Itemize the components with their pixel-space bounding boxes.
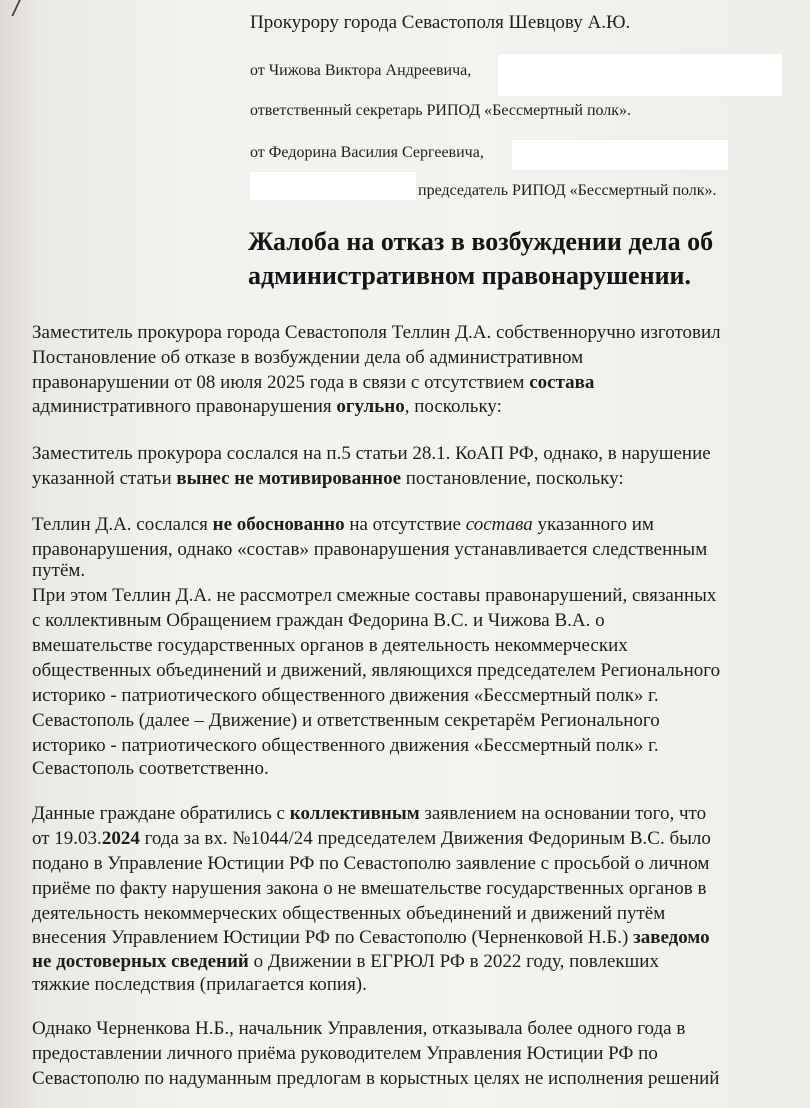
p1-line1: Заместитель прокурора города Севастополя Теллин Д.А. собственноручно изготовил bbox=[32, 322, 721, 343]
sender2-name: от Федорина Василия Сергеевича, bbox=[250, 144, 484, 161]
p3-line2: правонарушения, однако «состав» правонарушения устанавливается следственным bbox=[32, 539, 708, 560]
p5-line7: не достоверных сведений о Движении в ЕГРЮЛ РФ в 2022 году, повлекших bbox=[32, 951, 659, 972]
redaction-box bbox=[250, 172, 416, 200]
p1-line4: административного правонарушения огульно, поскольку: bbox=[32, 396, 502, 417]
redaction-box bbox=[512, 140, 728, 170]
pen-mark bbox=[0, 0, 23, 16]
p6-line1: Однако Черненкова Н.Б., начальник Управления, отказывала более одного года в bbox=[32, 1018, 686, 1039]
p4-line4: общественных объединений и движений, являющихся председателем Регионального bbox=[32, 660, 721, 681]
p4-line7: историко - патриотического общественного движения «Бессмертный полк» г. bbox=[32, 735, 659, 756]
sender2-role: председатель РИПОД «Бессмертный полк». bbox=[418, 182, 717, 199]
p5-line4: приёме по факту нарушения закона о не вмешательстве государственных органов в bbox=[32, 878, 707, 899]
p4-line3: вмешательстве государственных органов в деятельность некоммерческих bbox=[32, 635, 628, 656]
p5-line8: тяжкие последствия (прилагается копия). bbox=[32, 974, 367, 995]
p5-line5: деятельность некоммерческих общественных объединений и движений путём bbox=[32, 903, 666, 924]
p5-line6: внесения Управлением Юстиции РФ по Севастополю (Черненковой Н.Б.) заведомо bbox=[32, 927, 710, 948]
p4-line1: При этом Теллин Д.А. не рассмотрел смежные составы правонарушений, связанных bbox=[32, 585, 717, 606]
sender1-name: от Чижова Виктора Андреевича, bbox=[250, 62, 472, 79]
p4-line8: Севастополь соответственно. bbox=[32, 758, 269, 779]
sender1-role: ответственный секретарь РИПОД «Бессмертный полк». bbox=[250, 102, 632, 119]
p5-line2: от 19.03.2024 года за вх. №1044/24 председателем Движения Федориным В.С. было bbox=[32, 828, 711, 849]
p6-line2: предоставлении личного приёма руководителем Управления Юстиции РФ по bbox=[32, 1043, 658, 1064]
addressee-line: Прокурору города Севастополя Шевцову А.Ю. bbox=[250, 12, 631, 33]
document-title-line1: Жалоба на отказ в возбуждении дела об bbox=[248, 227, 714, 256]
p4-line6: Севастополь (далее – Движение) и ответственным секретарём Регионального bbox=[32, 710, 660, 731]
p2-line2: указанной статьи вынес не мотивированное постановление, поскольку: bbox=[32, 468, 624, 489]
p2-line1: Заместитель прокурора сослался на п.5 статьи 28.1. КоАП РФ, однако, в нарушение bbox=[32, 443, 711, 464]
redaction-box bbox=[498, 54, 782, 96]
p6-line3: Севастополю по надуманным предлогам в корыстных целях не исполнения решений bbox=[32, 1068, 720, 1089]
p1-line2: Постановление об отказе в возбуждении дела об административном bbox=[32, 347, 584, 368]
p4-line5: историко - патриотического общественного движения «Бессмертный полк» г. bbox=[32, 685, 659, 706]
p5-line1: Данные граждане обратились с коллективным заявлением на основании того, что bbox=[32, 803, 707, 824]
document-title-line2: административном правонарушении. bbox=[248, 261, 692, 290]
p3-line1: Теллин Д.А. сослался не обоснованно на отсутствие состава указанного им bbox=[32, 514, 654, 535]
p4-line2: с коллективным Обращением граждан Федорина В.С. и Чижова В.А. о bbox=[32, 610, 605, 631]
p1-line3: правонарушении от 08 июля 2025 года в связи с отсутствием состава bbox=[32, 372, 595, 393]
p5-line3: подано в Управление Юстиции РФ по Севастополю заявление с просьбой о личном bbox=[32, 853, 710, 874]
p3-line3: путём. bbox=[32, 560, 86, 581]
